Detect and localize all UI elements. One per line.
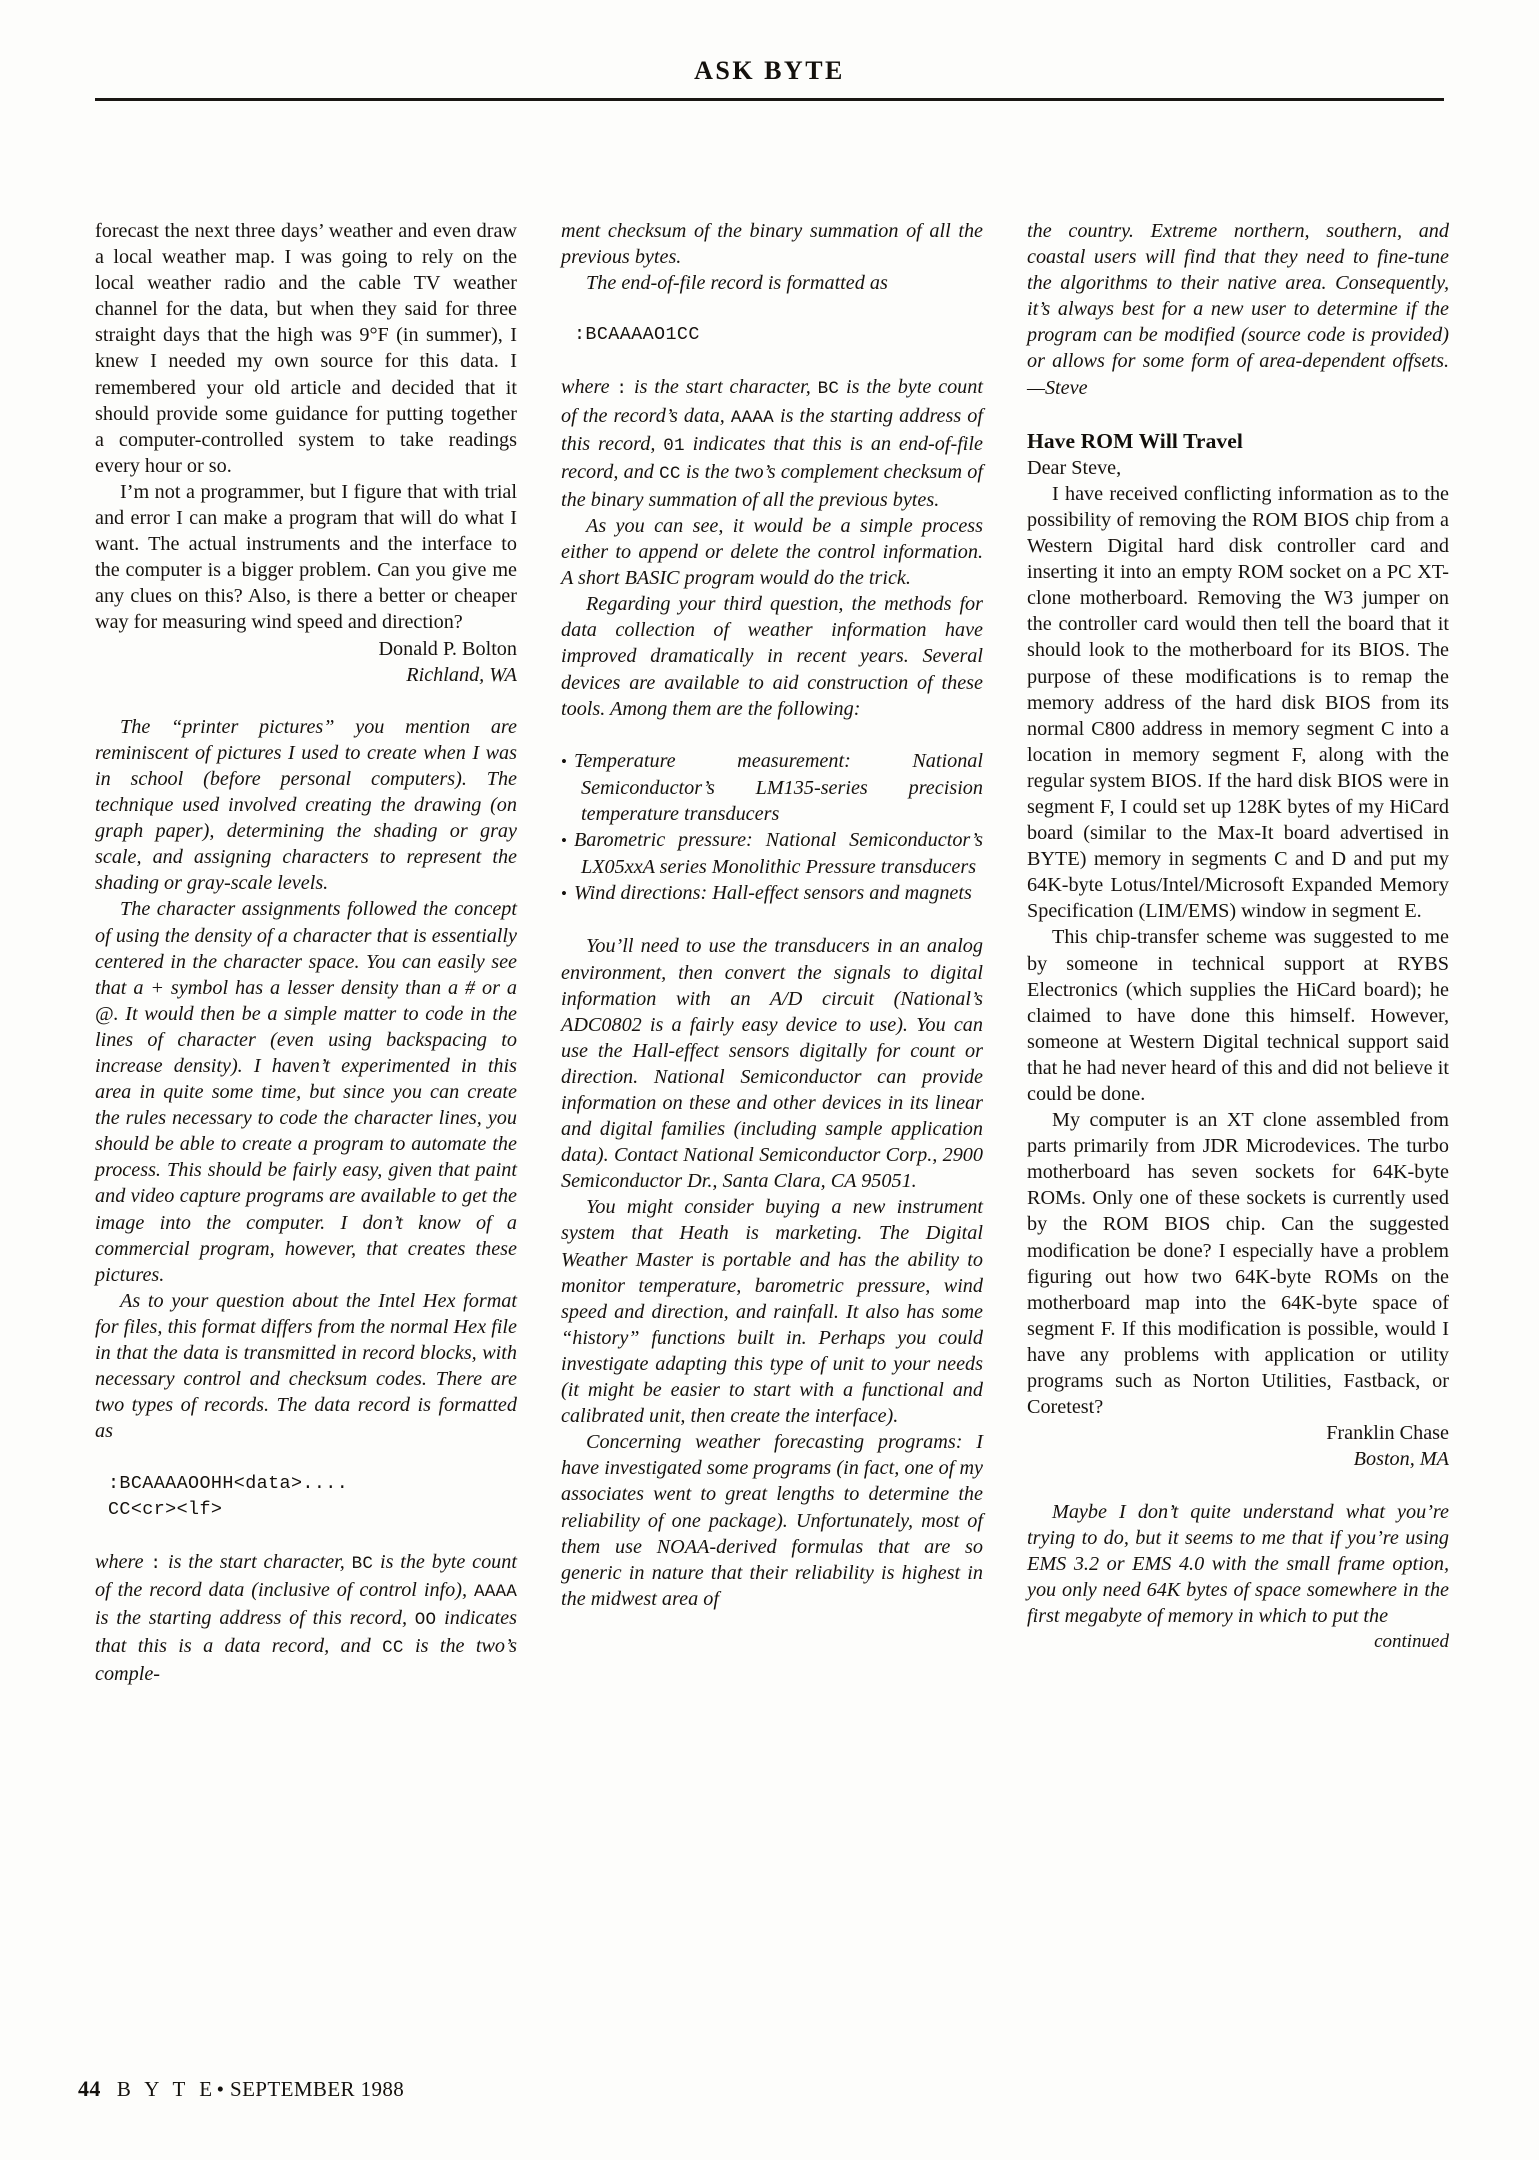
inline-code: CC: [659, 463, 681, 484]
inline-code: CC: [382, 1637, 404, 1658]
code-line: :BCAAAAOOHH<data>....: [108, 1472, 349, 1494]
paragraph: This chip-transfer scheme was suggested to me by someone in technical support at RYBS Electronics (which supplies the HiCard board); he claimed to have done this himself. However, someone at Western Digital technical support said that he had never heard of this and did not believe it could be done.: [1027, 926, 1449, 1105]
paragraph: The end-of-file record is formatted as: [586, 272, 888, 295]
text-run: where: [561, 376, 617, 399]
paragraph: The “printer pictures” you mention are reminiscent of pictures I used to create when I was in school (before personal computers). The technique used involved creating the drawing (on graph paper), determining the shading or gray scale, and assigning characters to represent the shading or gray-scale levels.: [95, 715, 517, 895]
text-run: is the two’s complement checksum of the binary summation of all the previous bytes.: [561, 460, 983, 511]
text-run: is the start character,: [627, 376, 818, 399]
spacer: [95, 1444, 517, 1470]
text-run: is the byte count of the record’s data,: [561, 376, 983, 427]
list-item-text: Temperature measurement: National Semiconductor’s LM135-series precision temperature transducers: [573, 749, 983, 825]
text-run: is the starting address of this record,: [95, 1606, 415, 1629]
text-run: backspacing to increase density). I haven’t experimented in this area in quite some time, but since you can create the rules necessary to code the character lines, you should be able to create a program to automate the process. This should be fairly easy, given that paint and video capture programs are available to get the image into the computer. I don’t know of a commercial program, however, that creates these pictures.: [95, 1028, 517, 1286]
paragraph: My computer is an XT clone assembled from parts primarily from JDR Microdevices. The turbo motherboard has seven sockets for 64K-byte ROMs. Only one of these sockets is currently used by the ROM BIOS chip. Can the suggested modification be done? I especially have a problem figuring out how two 64K-byte ROMs on the motherboard map into the 64K-byte space of segment F. If this modification is possible, would I have any problems with application or utility programs such as Norton Utilities, Fastback, or Coretest?: [1027, 1109, 1449, 1419]
spacer: [1027, 401, 1449, 427]
inline-code: :: [616, 379, 628, 400]
paragraph: [561, 374, 983, 512]
page-number: 44: [78, 2076, 101, 2101]
spacer: [561, 348, 983, 374]
bullet-icon: •: [561, 751, 567, 771]
issue-date: SEPTEMBER 1988: [230, 2077, 405, 2101]
page-masthead: [95, 56, 1444, 101]
spacer: [561, 722, 983, 748]
inline-code: 01: [663, 435, 685, 456]
paragraph: Maybe I don’t quite understand what you’re trying to do, but it seems to me that if you’re using EMS 3.2 or EMS 4.0 with the small frame option, you only need 64K bytes of space somewhere in the first megabyte of memory in which to put the: [1027, 1500, 1449, 1627]
spacer: [561, 296, 983, 322]
article-columns: [95, 218, 1450, 2018]
inline-code: BC: [817, 379, 840, 400]
inline-code: :: [150, 1553, 162, 1574]
code-block: [95, 1471, 517, 1523]
page-title: ASK BYTE: [694, 56, 845, 85]
inline-code: OO: [414, 1609, 437, 1630]
paragraph: [95, 1549, 517, 1687]
paragraph: I’m not a programmer, but I figure that with trial and error I can make a program that will do what I want. The actual instruments and the interface to the computer is a bigger problem. Can you give me any clues on this? Also, is there a better or cheaper way for measuring wind speed and direction?: [95, 480, 517, 634]
paragraph: Concerning weather forecasting programs: I have investigated some programs (in fact, one of my associates went to great lengths to determine the reliability of one package). Unfortunately, most of them use NOAA-derived formulas that are so generic in nature that their reliability is highest in the midwest area of: [561, 1431, 983, 1610]
code-line: CC<cr><lf>: [108, 1498, 223, 1520]
publication-name: B Y T E: [116, 2077, 217, 2101]
text-run: is the starting address of this record,: [561, 404, 983, 455]
paragraph: the country. Extreme northern, southern, and coastal users will find that they need to fine-tune the algorithms to their native area. Consequently, it’s always best for a new user to determine if the program can be modified (source code is provided) or allows for some form of area-dependent offsets.—Steve: [1027, 220, 1449, 399]
column-three: [1027, 218, 1449, 2018]
section-heading: Have ROM Will Travel: [1027, 428, 1243, 453]
letter-signature-name: Donald P. Bolton: [378, 637, 517, 660]
letter-signature-place: Richland, WA: [406, 663, 517, 686]
list-item: [561, 880, 983, 907]
page-footer: [78, 2076, 404, 2102]
paragraph: ment checksum of the binary summation of all the previous bytes.: [561, 220, 983, 269]
inline-code: AAAA: [730, 407, 774, 428]
spacer: [95, 688, 517, 714]
paragraph: forecast the next three days’ weather and even draw a local weather map. I was going to rely on the local weather radio and the cable TV weather channel for the data, but when they said for three straight days that the high was 9°F (in summer), I knew I needed my own source for this data. I remembered your old article and decided that it should provide some guidance for putting together a computer-controlled system to take readings every hour or so.: [95, 220, 517, 477]
list-item: [561, 748, 983, 827]
letter-signature-place: Boston, MA: [1353, 1448, 1449, 1471]
masthead-divider: [95, 98, 1444, 101]
paragraph: As you can see, it would be a simple process either to append or delete the control information. A short BASIC program would do the trick.: [561, 514, 983, 590]
list-item-text: Wind directions: Hall-effect sensors and magnets: [573, 882, 972, 905]
bullet-icon: •: [561, 884, 567, 904]
letter-salutation: Dear Steve,: [1027, 456, 1122, 479]
text-run: is the byte count of the record data (inclusive of control info),: [95, 1550, 517, 1601]
spacer: [95, 1523, 517, 1549]
paragraph: You might consider buying a new instrument system that Heath is marketing. The Digital Weather Master is portable and has the ability to monitor temperature, barometric pressure, wind speed and direction, and rainfall. It also has some “history” functions built in. Perhaps you could investigate adapting this type of unit to your needs (it might be easier to start with a functional and calibrated unit, then create the interface).: [561, 1196, 983, 1428]
list-item: [561, 827, 983, 880]
paragraph: As to your question about the Intel Hex format for files, this format differs from the normal Hex file in that the data is transmitted in record blocks, with necessary control and checksum codes. There are two types of records. The data record is formatted as: [95, 1289, 517, 1443]
column-one: [95, 218, 517, 2018]
text-run: where: [95, 1550, 151, 1573]
paragraph: You’ll need to use the transducers in an analog environment, then convert the signals to digital information with an A/D circuit (National’s ADC0802 is a fairly easy device to use). You can use the Hall-effect sensors digitally for count or direction. National Semiconductor can provide information on these and other devices in its linear and digital families (including sample application data). Contact National Semiconductor Corp., 2900 Semiconductor Dr., Santa Clara, CA 95051.: [561, 935, 983, 1193]
spacer: [1027, 1472, 1449, 1498]
list-item-text: Barometric pressure: National Semiconductor’s LX05xxA series Monolithic Pressure transducers: [573, 829, 983, 879]
footer-separator: •: [216, 2077, 225, 2101]
text-run: indicates that this is a data record, and: [95, 1606, 518, 1657]
letter-signature-name: Franklin Chase: [1326, 1422, 1449, 1445]
inline-code: BC: [351, 1553, 374, 1574]
text-run: is the two’s comple-: [95, 1634, 517, 1685]
code-block: :BCAAAAO1CC: [574, 324, 700, 346]
continued-marker: continued: [1374, 1630, 1449, 1652]
bullet-icon: •: [561, 831, 567, 851]
column-two: [561, 218, 983, 2018]
text-run: is the start character,: [161, 1550, 352, 1573]
text-run: indicates that this is an end-of-file record, and: [561, 432, 983, 483]
paragraph: [95, 896, 517, 1287]
inline-code: AAAA: [473, 1581, 517, 1602]
paragraph: Regarding your third question, the methods for data collection of weather information have improved dramatically in recent years. Several devices are available to aid construction of these tools. Among them are the following:: [561, 593, 983, 720]
spacer: [561, 907, 983, 933]
paragraph: I have received conflicting information as to the possibility of removing the ROM BIOS chip from a Western Digital hard disk controller card and inserting it into an empty ROM socket on a PC XT-clone motherboard. Removing the W3 jumper on the controller card would then tell the board that it should look to the motherboard for its BIOS. The purpose of these modifications is to remap the memory address of the hard disk BIOS from its normal C800 address in memory segment C into a location in memory segment F, along with the regular system BIOS. If the hard disk BIOS were in segment F, I could set up 128K bytes of my HiCard board (similar to the Max-It board advertised in BYTE) memory in segments C and D and put my 64K-byte Lotus/Intel/Microsoft Expanded Memory Specification (LIM/EMS) window in segment E.: [1027, 482, 1449, 923]
text-run: The character assignments followed the concept of using the density of a character that is essentially centered in the character space. You can easily see that a + symbol has a lesser density than a # or a @. It would then be a simple matter to code in the lines of character (even using: [95, 898, 517, 1051]
